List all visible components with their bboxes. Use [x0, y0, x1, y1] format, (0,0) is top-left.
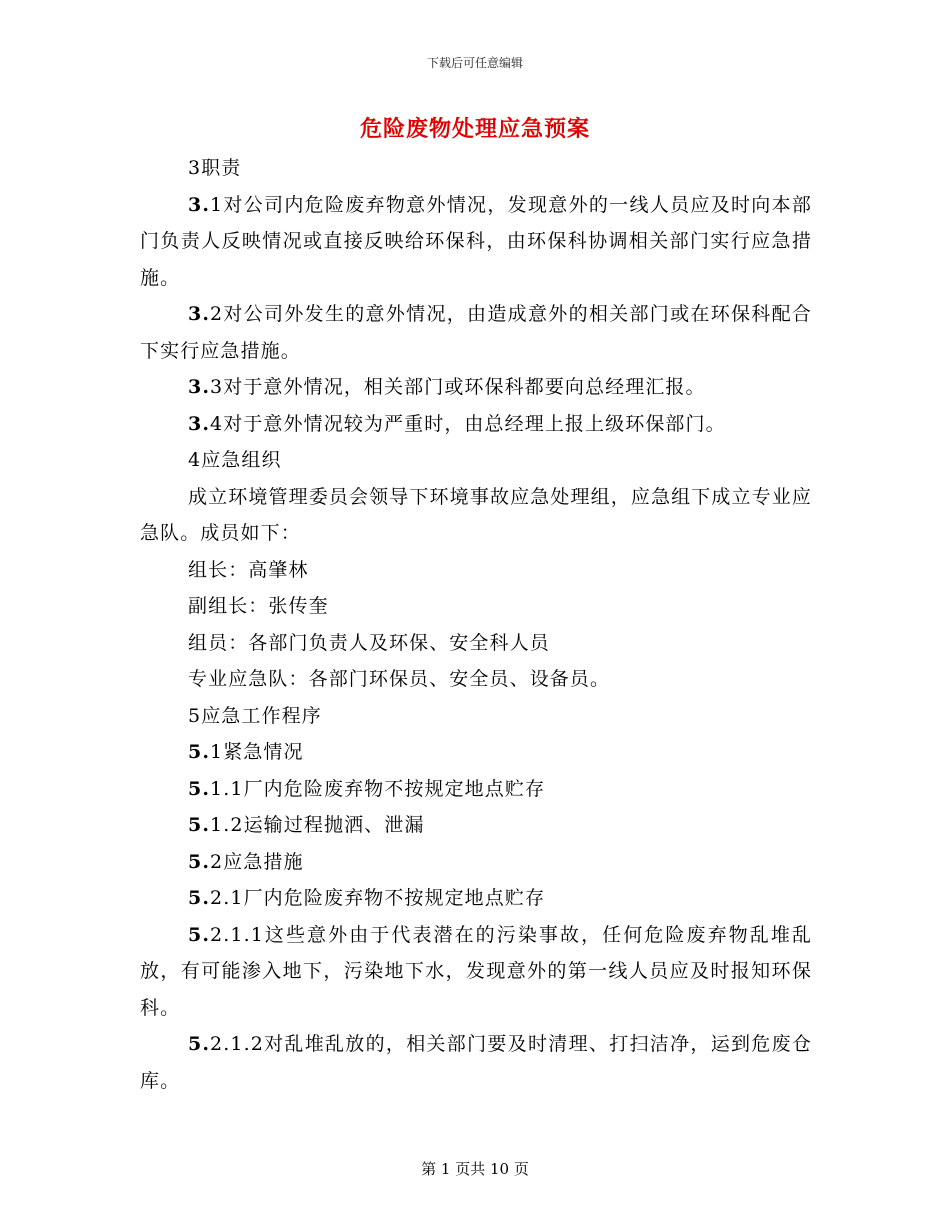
paragraph	[140, 698, 812, 735]
paragraph-text: 2.1.2对乱堆乱放的，相关部门要及时清理、打扫洁净，运到危废仓库。	[140, 1033, 812, 1092]
paragraph	[140, 369, 812, 406]
paragraph-text: 组长：高肇林	[188, 558, 309, 581]
paragraph-number: 3.	[188, 303, 211, 325]
paragraph	[140, 296, 812, 369]
paragraph	[140, 880, 812, 917]
paragraph	[140, 807, 812, 844]
paragraph-text: 4应急组织	[188, 449, 282, 471]
paragraph-text: 副组长：张传奎	[188, 595, 329, 617]
paragraph	[140, 406, 812, 443]
paragraph-text: 组员：各部门负责人及环保、安全科人员	[188, 631, 550, 654]
paragraph	[140, 479, 812, 552]
paragraph-number: 5.	[188, 741, 211, 763]
paragraph-text: 1紧急情况	[210, 741, 304, 763]
paragraph	[140, 150, 812, 187]
page-footer: 第 1 页共 10 页	[421, 1160, 529, 1178]
paragraph-text: 3对于意外情况，相关部门或环保科都要向总经理汇报。	[210, 376, 706, 398]
paragraph-number: 5.	[188, 1033, 211, 1055]
paragraph	[140, 588, 812, 625]
paragraph-number: 3.	[188, 193, 211, 216]
paragraph-text: 2对公司外发生的意外情况，由造成意外的相关部门或在环保科配合下实行应急措施。	[140, 303, 812, 362]
document-title: 危险废物处理应急预案	[359, 117, 590, 142]
paragraph-text: 1.2运输过程抛洒、泄漏	[210, 814, 425, 836]
paragraph-text: 5应急工作程序	[188, 704, 322, 727]
paragraph-text: 专业应急队：各部门环保员、安全员、设备员。	[188, 668, 611, 690]
paragraph	[140, 661, 812, 698]
document-body	[140, 150, 812, 1099]
paragraph-text: 2.1厂内危险废弃物不按规定地点贮存	[210, 887, 546, 909]
paragraph	[140, 1026, 812, 1099]
paragraph	[140, 917, 812, 1027]
paragraph	[140, 187, 812, 297]
paragraph	[140, 734, 812, 771]
paragraph	[140, 844, 812, 881]
paragraph	[140, 552, 812, 589]
paragraph-number: 3.	[188, 412, 211, 435]
paragraph	[140, 625, 812, 662]
paragraph-text: 4对于意外情况较为严重时，由总经理上报上级环保部门。	[210, 412, 726, 435]
paragraph	[140, 442, 812, 479]
paragraph-number: 5.	[188, 850, 211, 873]
paragraph-text: 3职责	[188, 157, 242, 179]
header-note: 下载后可任意编辑	[426, 56, 523, 70]
paragraph-text: 2应急措施	[210, 850, 304, 873]
paragraph-text: 1.1厂内危险废弃物不按规定地点贮存	[210, 777, 546, 800]
paragraph	[140, 771, 812, 808]
paragraph-number: 5.	[188, 923, 211, 946]
paragraph-text: 成立环境管理委员会领导下环境事故应急处理组，应急组下成立专业应急队。成员如下：	[140, 485, 812, 544]
paragraph-number: 5.	[188, 814, 211, 836]
paragraph-number: 5.	[188, 777, 211, 800]
paragraph-number: 3.	[188, 376, 211, 398]
paragraph-text: 1对公司内危险废弃物意外情况，发现意外的一线人员应及时向本部门负责人反映情况或直接反映给环保科，由环保科协调相关部门实行应急措施。	[140, 193, 812, 289]
paragraph-text: 2.1.1这些意外由于代表潜在的污染事故，任何危险废弃物乱堆乱放，有可能渗入地下，污染地下水，发现意外的第一线人员应及时报知环保科。	[140, 923, 812, 1019]
paragraph-number: 5.	[188, 887, 211, 909]
